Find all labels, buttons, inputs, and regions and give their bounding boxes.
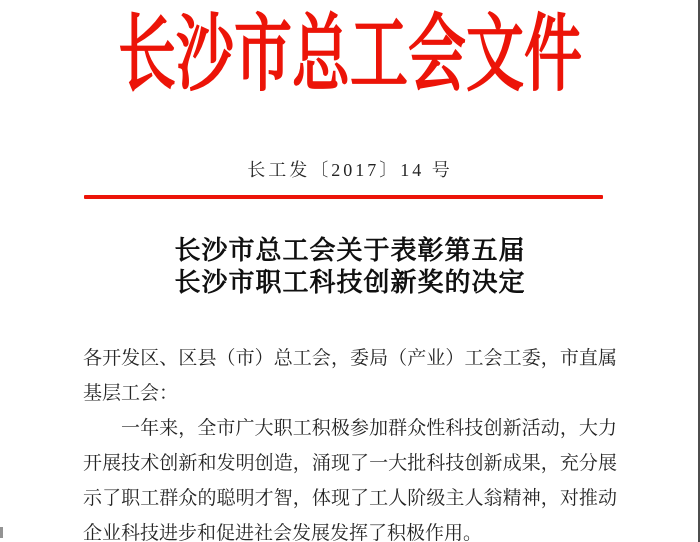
document-masthead-title: 长沙市总工会文件 [117, 7, 582, 102]
document-title-line2: 长沙市职工科技创新奖的决定 [174, 268, 526, 297]
body-line-clipped: 企业科技进步和促进社会发展发挥了积极作用。 [83, 523, 483, 542]
body-line-paragraph-start: 一年来，全市广大职工积极参加群众性科技创新活动，大力 [121, 418, 617, 439]
body-line-salutation-cont: 基层工会： [83, 383, 179, 404]
document-body [83, 341, 617, 542]
body-line: 示了职工群众的聪明才智，体现了工人阶级主人翁精神，对推动 [83, 488, 617, 509]
red-divider-line [84, 195, 603, 199]
body-line-salutation: 各开发区、区县（市）总工会，委局（产业）工会工委，市直属 [83, 348, 617, 369]
document-number: 长工发〔2017〕14 号 [247, 160, 453, 180]
document-title [0, 235, 700, 299]
document-title-line1: 长沙市总工会关于表彰第五届 [174, 236, 526, 265]
body-line: 开展技术创新和发明创造，涌现了一大批科技创新成果，充分展 [83, 453, 617, 474]
scan-artifact [0, 527, 3, 538]
